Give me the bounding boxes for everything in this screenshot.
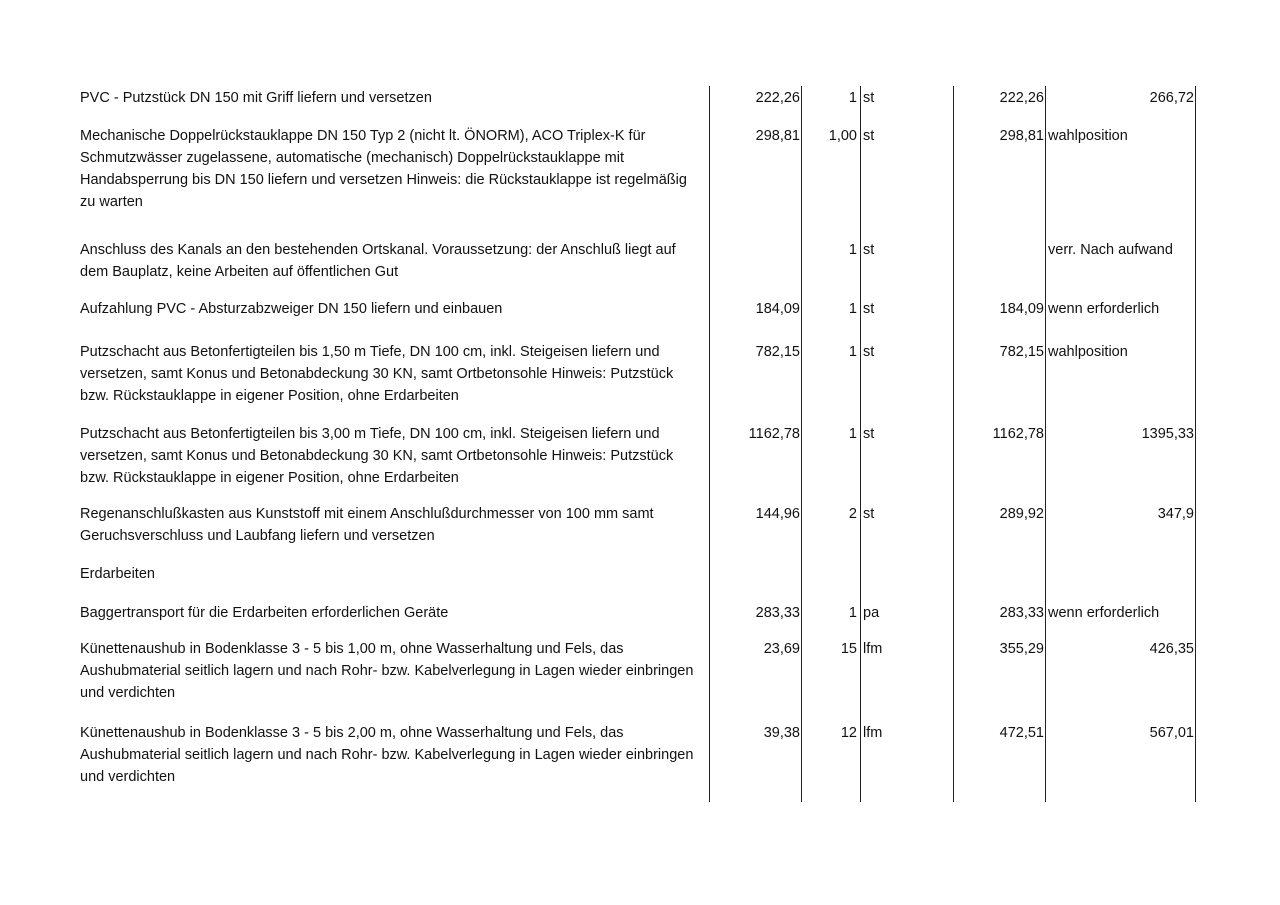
quantity: 1 [848, 242, 857, 258]
quantity: 1 [848, 344, 857, 360]
quantity: 1 [848, 301, 857, 317]
unit-price: 283,33 [755, 605, 800, 621]
unit-price: 298,81 [755, 128, 800, 144]
total-price: 289,92 [999, 506, 1044, 522]
total-price: 355,29 [999, 641, 1044, 657]
unit-price: 39,38 [763, 725, 800, 741]
quantity: 15 [840, 641, 857, 657]
item-description: Erdarbeiten [80, 566, 155, 582]
total-price: 782,15 [999, 344, 1044, 360]
remark: 567,01 [1149, 725, 1194, 741]
total-price: 222,26 [999, 90, 1044, 106]
quantity: 1 [848, 90, 857, 106]
item-description: Regenanschlußkasten aus Kunststoff mit einem Anschlußdurchmesser von 100 mm samt Geruchsverschluss und Laubfang liefern und versetzen [80, 506, 654, 544]
unit-price: 222,26 [755, 90, 800, 106]
quantity: 1,00 [828, 128, 857, 144]
remark: 347,9 [1157, 506, 1194, 522]
total-price: 184,09 [999, 301, 1044, 317]
unit: st [863, 426, 875, 442]
total-price: 283,33 [999, 605, 1044, 621]
item-description: Mechanische Doppelrückstauklappe DN 150 Typ 2 (nicht lt. ÖNORM), ACO Triplex-K für Schmutzwässer zugelassene, automatische (mechanisch) Doppelrückstauklappe mit Handabsperrung bis DN 150 liefern und versetzen Hinweis: die Rückstauklappe ist regelmäßig zu warten [80, 128, 687, 210]
column-divider [801, 86, 802, 802]
total-price: 298,81 [999, 128, 1044, 144]
item-description: Baggertransport für die Erdarbeiten erforderlichen Geräte [80, 605, 449, 621]
item-description: Putzschacht aus Betonfertigteilen bis 1,50 m Tiefe, DN 100 cm, inkl. Steigeisen liefern und versetzen, samt Konus und Betonabdeckung 30 KN, samt Ortbetonsohle Hinweis: Putzstück bzw. Rückstauklappe in eigener Position, ohne Erdarbeiten [80, 344, 674, 404]
remark: wenn erforderlich [1048, 605, 1160, 621]
unit-price: 1162,78 [748, 426, 800, 442]
remark: wahlposition [1048, 128, 1128, 144]
column-divider [709, 86, 710, 802]
item-description: Künettenaushub in Bodenklasse 3 - 5 bis 1,00 m, ohne Wasserhaltung und Fels, das Aushubmaterial seitlich lagern und nach Rohr- bzw. Kabelverlegung in Lagen wieder einbringen und verdichten [80, 641, 694, 701]
column-divider [1195, 86, 1196, 802]
remark: wenn erforderlich [1048, 301, 1160, 317]
unit: pa [863, 605, 880, 621]
quantity: 12 [840, 725, 857, 741]
column-divider [860, 86, 861, 802]
quantity: 2 [848, 506, 857, 522]
remark: 1395,33 [1141, 426, 1194, 442]
total-price: 472,51 [999, 725, 1044, 741]
unit: st [863, 90, 875, 106]
column-divider [1045, 86, 1046, 802]
item-description: PVC - Putzstück DN 150 mit Griff liefern und versetzen [80, 90, 432, 106]
quantity: 1 [848, 605, 857, 621]
unit: st [863, 344, 875, 360]
total-price: 1162,78 [992, 426, 1044, 442]
unit: st [863, 128, 875, 144]
unit: st [863, 301, 875, 317]
item-description: Aufzahlung PVC - Absturzabzweiger DN 150 liefern und einbauen [80, 301, 503, 317]
remark: verr. Nach aufwand [1048, 242, 1173, 258]
column-divider [953, 86, 954, 802]
remark: wahlposition [1048, 344, 1128, 360]
unit: st [863, 506, 875, 522]
unit: st [863, 242, 875, 258]
quantity: 1 [848, 426, 857, 442]
remark: 266,72 [1149, 90, 1194, 106]
item-description: Künettenaushub in Bodenklasse 3 - 5 bis 2,00 m, ohne Wasserhaltung und Fels, das Aushubmaterial seitlich lagern und nach Rohr- bzw. Kabelverlegung in Lagen wieder einbringen und verdichten [80, 725, 694, 785]
unit-price: 23,69 [763, 641, 800, 657]
unit: lfm [863, 725, 883, 741]
remark: 426,35 [1149, 641, 1194, 657]
unit: lfm [863, 641, 883, 657]
unit-price: 144,96 [755, 506, 800, 522]
item-description: Putzschacht aus Betonfertigteilen bis 3,00 m Tiefe, DN 100 cm, inkl. Steigeisen liefern und versetzen, samt Konus und Betonabdeckung 30 KN, samt Ortbetonsohle Hinweis: Putzstück bzw. Rückstauklappe in eigener Position, ohne Erdarbeiten [80, 426, 674, 486]
unit-price: 184,09 [755, 301, 800, 317]
item-description: Anschluss des Kanals an den bestehenden Ortskanal. Voraussetzung: der Anschluß liegt auf dem Bauplatz, keine Arbeiten auf öffentlichen Gut [80, 242, 676, 280]
unit-price: 782,15 [755, 344, 800, 360]
